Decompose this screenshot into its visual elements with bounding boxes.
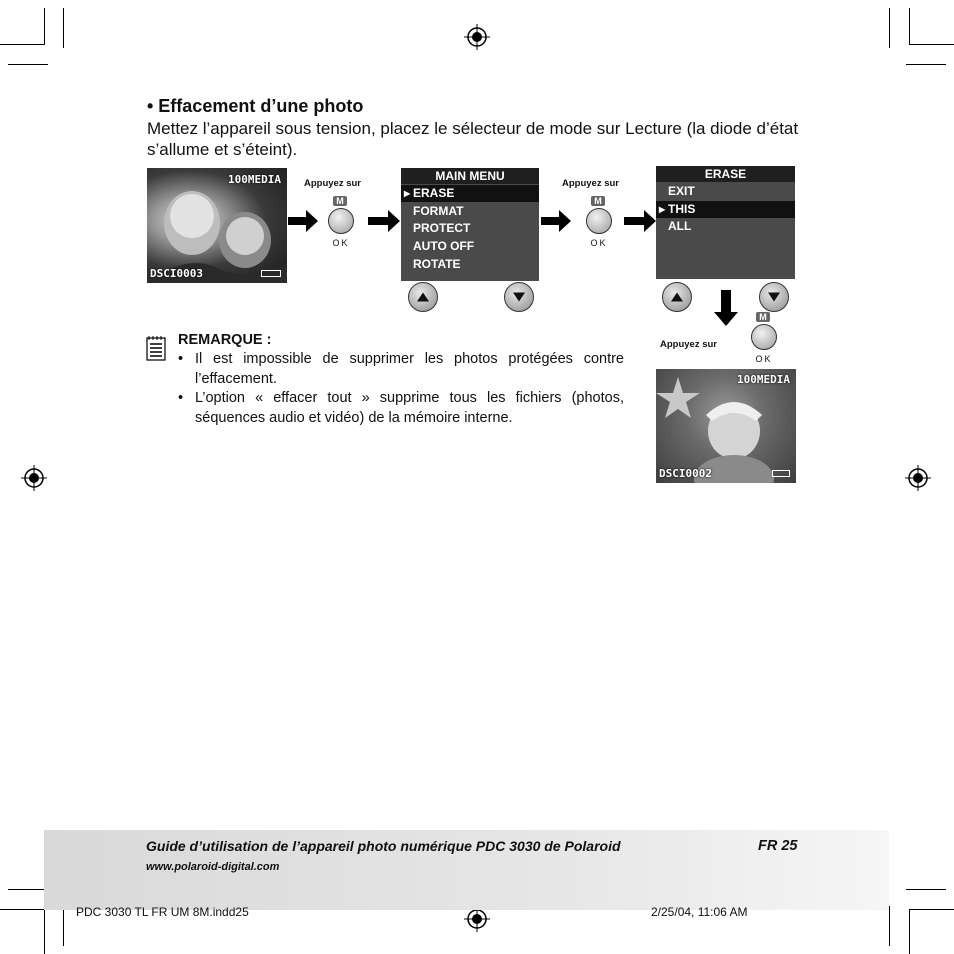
note-bullet xyxy=(178,389,624,428)
photo-folder-label: 100MEDIA xyxy=(228,173,281,186)
menu-item-label: ALL xyxy=(668,219,692,233)
up-button[interactable] xyxy=(408,282,438,312)
footer-website: www.polaroid-digital.com xyxy=(146,861,280,873)
down-button[interactable] xyxy=(759,282,789,312)
ok-key-label: OK xyxy=(755,354,773,364)
camera-photo-screen xyxy=(656,369,796,483)
caret-right-icon: ▶ xyxy=(404,189,411,198)
arrow-right-icon xyxy=(368,210,400,232)
menu-item-auto-off[interactable] xyxy=(401,238,539,255)
up-button[interactable] xyxy=(662,282,692,312)
crop-mark xyxy=(906,64,946,65)
down-button[interactable] xyxy=(504,282,534,312)
ok-key-label: OK xyxy=(590,238,608,248)
ok-button-icon xyxy=(328,208,354,234)
crop-mark xyxy=(63,906,64,946)
intro-paragraph: Mettez l’appareil sous tension, placez le sélecteur de mode sur Lecture (la diode d’état s’allume et s’éteint). xyxy=(147,119,799,159)
slug-filename: PDC 3030 TL FR UM 8M.indd25 xyxy=(76,905,249,919)
menu-item-all[interactable] xyxy=(656,218,795,235)
menu-item-exit[interactable] xyxy=(656,183,795,200)
press-label: Appuyez sur xyxy=(660,339,718,350)
ok-key-label: OK xyxy=(332,238,350,248)
crop-mark xyxy=(909,44,954,45)
ok-button[interactable] xyxy=(744,312,784,372)
arrow-right-icon xyxy=(288,210,318,232)
photo-file-label: DSCI0002 xyxy=(659,467,712,480)
battery-icon xyxy=(772,470,790,477)
crop-mark xyxy=(8,64,48,65)
bullet-icon: • xyxy=(178,351,184,367)
note-bullets xyxy=(178,350,624,428)
arrow-down-icon xyxy=(714,290,738,326)
registration-mark-icon xyxy=(21,465,47,491)
slug-date: 2/25/04, 11:06 AM xyxy=(651,905,748,919)
menu-item-this[interactable] xyxy=(656,201,795,218)
press-label: Appuyez sur xyxy=(562,178,620,189)
page-number: FR 25 xyxy=(758,838,798,854)
menu-item-protect[interactable] xyxy=(401,220,539,237)
crop-mark xyxy=(44,909,45,954)
menu-item-label: ROTATE xyxy=(413,257,461,271)
note-title: REMARQUE : xyxy=(178,332,272,348)
menu-item-rotate[interactable] xyxy=(401,256,539,273)
crop-mark xyxy=(0,44,44,45)
menu-item-label: EXIT xyxy=(668,184,695,198)
photo-girl-image xyxy=(656,369,796,483)
crop-mark xyxy=(889,8,890,48)
menu-item-erase[interactable] xyxy=(401,185,539,202)
crop-mark xyxy=(8,889,48,890)
section-heading: • Effacement d’une photo xyxy=(147,96,364,116)
main-menu-screen xyxy=(401,168,539,281)
bullet-icon: • xyxy=(178,390,184,406)
camera-photo-screen xyxy=(147,168,287,283)
up-arrow-icon xyxy=(671,293,683,302)
crop-mark xyxy=(906,889,946,890)
down-arrow-icon xyxy=(768,293,780,302)
crop-mark xyxy=(909,909,910,954)
ok-button-icon xyxy=(751,324,777,350)
menu-item-label: PROTECT xyxy=(413,221,471,235)
registration-mark-icon xyxy=(464,24,490,50)
up-arrow-icon xyxy=(417,293,429,302)
ok-button[interactable] xyxy=(321,196,361,256)
ok-button-icon xyxy=(586,208,612,234)
menu-item-label: FORMAT xyxy=(413,204,464,218)
down-arrow-icon xyxy=(513,293,525,302)
battery-icon xyxy=(261,270,281,277)
menu-item-format[interactable] xyxy=(401,203,539,220)
crop-mark xyxy=(44,8,45,45)
ok-button[interactable] xyxy=(579,196,619,256)
note-bullet-text: L’option « effacer tout » supprime tous les fichiers (photos, séquences audio et vidéo) de la mémoire interne. xyxy=(195,390,624,426)
crop-mark xyxy=(909,909,954,910)
note-bullet-text: Il est impossible de supprimer les photos protégées contre l’effacement. xyxy=(195,351,624,387)
footer-guide-title: Guide d’utilisation de l’appareil photo numérique PDC 3030 de Polaroid xyxy=(146,838,621,854)
registration-mark-icon xyxy=(905,465,931,491)
main-menu-title: MAIN MENU xyxy=(401,168,539,184)
menu-key-label: M xyxy=(333,196,347,206)
caret-right-icon: ▶ xyxy=(659,205,666,214)
menu-item-label: ERASE xyxy=(413,186,455,200)
photo-folder-label: 100MEDIA xyxy=(737,373,790,386)
crop-mark xyxy=(0,909,44,910)
menu-key-label: M xyxy=(591,196,605,206)
crop-mark xyxy=(63,8,64,48)
press-label: Appuyez sur xyxy=(304,178,362,189)
arrow-right-icon xyxy=(624,210,656,232)
menu-item-label: AUTO OFF xyxy=(413,239,475,253)
photo-file-label: DSCI0003 xyxy=(150,267,203,280)
menu-key-label: M xyxy=(756,312,770,322)
crop-mark xyxy=(909,8,910,45)
note-bullet xyxy=(178,350,624,389)
erase-menu-title: ERASE xyxy=(656,166,795,182)
erase-menu-screen xyxy=(656,166,795,279)
arrow-right-icon xyxy=(541,210,571,232)
menu-item-label: THIS xyxy=(668,202,696,216)
note-icon xyxy=(146,335,166,361)
crop-mark xyxy=(889,906,890,946)
